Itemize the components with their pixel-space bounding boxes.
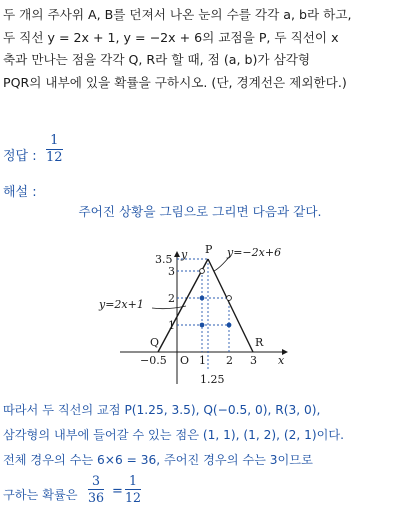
probability-fraction-2 bbox=[125, 473, 141, 506]
point-2-1 bbox=[227, 323, 232, 328]
solution-label: 해설 : bbox=[3, 185, 37, 200]
y-tick-1: 1 bbox=[168, 319, 175, 332]
point-1-1 bbox=[200, 323, 205, 328]
solution-description: 주어진 상황을 그림으로 그리면 다음과 같다. bbox=[78, 204, 322, 219]
solution-line-1: 따라서 두 직선의 교점 P(1.25, 3.5), Q(−0.5, 0), R(3, 0), bbox=[3, 403, 321, 417]
x-tick-3: 3 bbox=[250, 354, 257, 367]
point-Q-label: Q bbox=[150, 336, 160, 349]
solution-line-3: 전체 경우의 수는 6×6 = 36, 주어진 경우의 수는 3이므로 bbox=[3, 453, 313, 467]
y-tick-2: 2 bbox=[168, 292, 175, 305]
solution-line-2: 삼각형의 내부에 들어갈 수 있는 점은 (1, 1), (1, 2), (2, 1)이다. bbox=[3, 428, 345, 442]
point-R-label: R bbox=[255, 336, 264, 349]
problem-line-2: 두 직선 y = 2x + 1, y = −2x + 6의 교점을 P, 두 직선이 x bbox=[3, 29, 339, 45]
answer-numerator: 1 bbox=[46, 133, 63, 150]
origin-label: O bbox=[180, 354, 190, 367]
y-axis-arrow bbox=[174, 251, 180, 257]
probability-fraction-1-numerator: 3 bbox=[88, 473, 104, 490]
solution-line-4: 구하는 확률은 bbox=[3, 488, 78, 502]
point-1-2 bbox=[200, 296, 205, 301]
lattice-points bbox=[200, 296, 232, 328]
x-tick-neg-0-5: −0.5 bbox=[140, 354, 167, 367]
y-tick-3: 3 bbox=[168, 265, 175, 278]
equals-sign: = bbox=[112, 484, 123, 499]
answer-denominator: 12 bbox=[46, 150, 63, 165]
problem-line-4: PQR의 내부에 있을 확률을 구하시오. (단, 경계선은 제외한다.) bbox=[3, 74, 347, 90]
problem-line-3: 축과 만나는 점을 각각 Q, R라 할 때, 점 (a, b)가 삼각형 bbox=[3, 52, 311, 67]
x-intersection-label: 1.25 bbox=[200, 373, 225, 386]
probability-fraction-1-denominator: 36 bbox=[88, 490, 105, 505]
answer-fraction bbox=[46, 133, 63, 166]
x-tick-1: 1 bbox=[199, 354, 206, 367]
triangle-graph bbox=[90, 244, 310, 394]
problem-statement bbox=[3, 4, 399, 94]
y-axis-label: y bbox=[181, 248, 188, 261]
open-point-1-3 bbox=[200, 269, 205, 274]
answer-label: 정답 : bbox=[3, 149, 37, 164]
probability-fraction-2-numerator: 1 bbox=[125, 473, 141, 490]
x-axis-label: x bbox=[278, 354, 285, 367]
probability-fraction-2-denominator: 12 bbox=[125, 490, 142, 505]
x-tick-2: 2 bbox=[226, 354, 233, 367]
probability-fraction-1 bbox=[88, 473, 104, 506]
line-right bbox=[208, 259, 253, 352]
open-point-2-2 bbox=[227, 296, 232, 301]
point-P-label: P bbox=[205, 244, 213, 256]
line-left-label: y=2x+1 bbox=[99, 298, 144, 311]
y-tick-3-5: 3.5 bbox=[155, 253, 173, 266]
line-right-label: y=−2x+6 bbox=[227, 246, 282, 259]
problem-line-1: 두 개의 주사위 A, B를 던져서 나온 눈의 수를 각각 a, b라 하고, bbox=[3, 7, 352, 22]
